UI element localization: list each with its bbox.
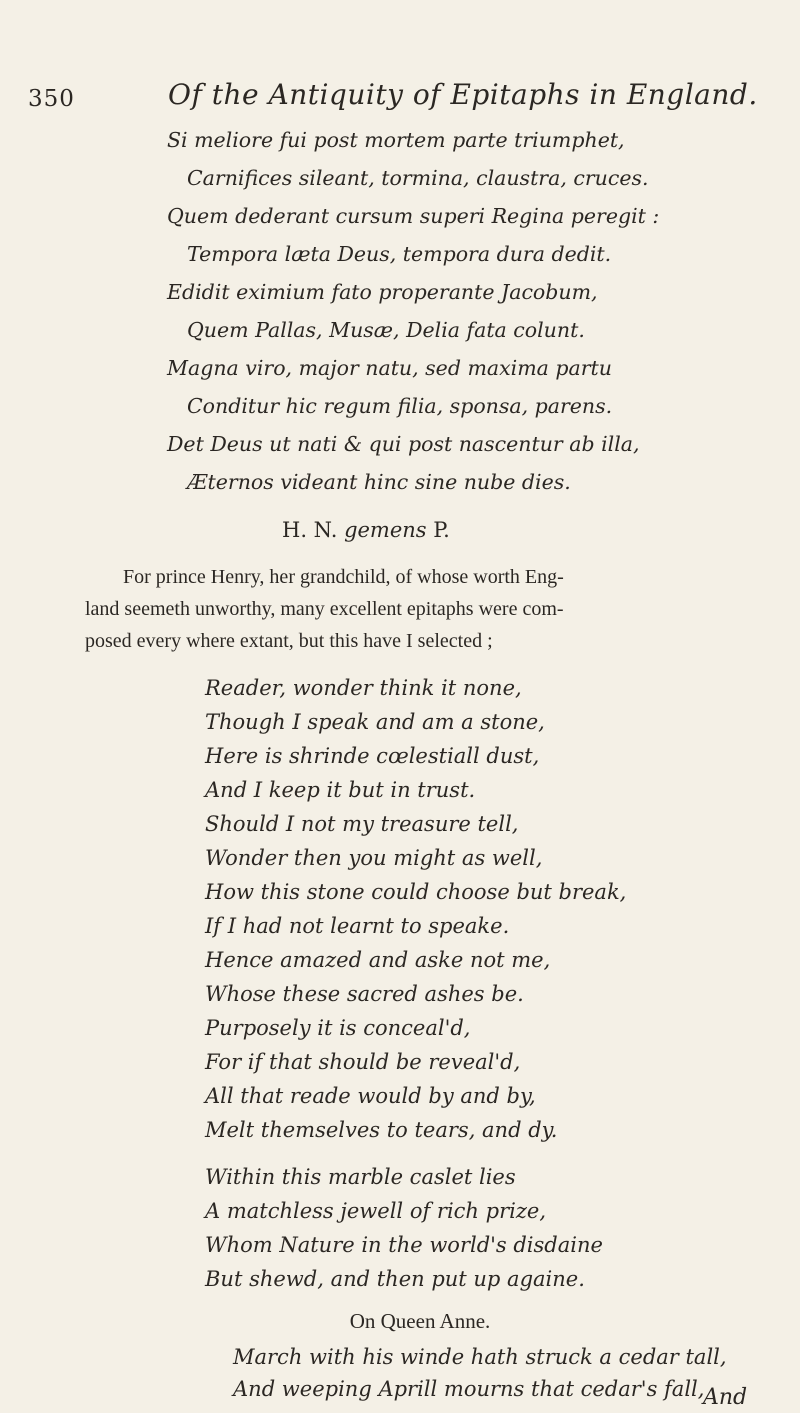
verse-line: Whose these sacred ashes be.	[205, 982, 524, 1006]
verse-line: Æternos videant hinc sine nube dies.	[187, 470, 571, 494]
prose-line: posed every where extant, but this have I selected ;	[85, 630, 493, 652]
verse-line: But shewd, and then put up againe.	[205, 1267, 585, 1291]
verse-line: Reader, wonder think it none,	[205, 676, 522, 700]
verse-line: Purposely it is conceal'd,	[205, 1016, 471, 1040]
verse-line: Conditur hic regum filia, sponsa, parens.	[187, 394, 613, 418]
verse-line: Wonder then you might as well,	[205, 846, 543, 870]
running-title: Of the Antiquity of Epitaphs in England.	[168, 78, 758, 111]
prose-line: For prince Henry, her grandchild, of whose worth Eng-	[123, 566, 564, 588]
verse-line: And I keep it but in trust.	[205, 778, 476, 802]
verse-line: Carnifices sileant, tormina, claustra, cruces.	[187, 166, 649, 190]
verse-line: All that reade would by and by,	[205, 1084, 536, 1108]
verse-line: Within this marble caslet lies	[205, 1165, 516, 1189]
queen-anne-heading: On Queen Anne.	[349, 1309, 491, 1333]
verse-line: Whom Nature in the world's disdaine	[205, 1233, 603, 1257]
prose-line: land seemeth unworthy, many excellent epitaphs were com-	[85, 598, 564, 620]
verse-line: Hence amazed and aske not me,	[205, 948, 551, 972]
verse-line: And weeping Aprill mourns that cedar's fall,	[233, 1377, 705, 1401]
verse-line: Should I not my treasure tell,	[205, 812, 519, 836]
verse-line: Quem dederant cursum superi Regina peregit :	[167, 204, 660, 228]
verse-line: Though I speak and am a stone,	[205, 710, 545, 734]
verse-line: Edidit eximium fato properante Jacobum,	[167, 280, 598, 304]
verse-line: March with his winde hath struck a cedar tall,	[233, 1345, 727, 1369]
signature-suffix: P.	[433, 518, 450, 542]
verse-line: Magna viro, major natu, sed maxima partu	[167, 356, 612, 380]
verse-line: For if that should be reveal'd,	[205, 1050, 521, 1074]
verse-line: Here is shrinde cœlestiall dust,	[205, 744, 540, 768]
catchword: And	[703, 1385, 748, 1410]
verse-line: Det Deus ut nati & qui post nascentur ab illa,	[167, 432, 640, 456]
verse-line: Si meliore fui post mortem parte triumphet,	[167, 128, 625, 152]
epitaph-signature	[282, 518, 450, 542]
verse-line: How this stone could choose but break,	[205, 880, 627, 904]
signature-initials: H. N.	[282, 518, 338, 542]
verse-line: A matchless jewell of rich prize,	[205, 1199, 546, 1223]
page-number: 350	[28, 86, 75, 112]
signature-gemens: gemens	[344, 518, 427, 542]
verse-line: Tempora læta Deus, tempora dura dedit.	[187, 242, 612, 266]
verse-line: Melt themselves to tears, and dy.	[205, 1118, 558, 1142]
verse-line: If I had not learnt to speake.	[205, 914, 510, 938]
verse-line: Quem Pallas, Musæ, Delia fata colunt.	[187, 318, 585, 342]
